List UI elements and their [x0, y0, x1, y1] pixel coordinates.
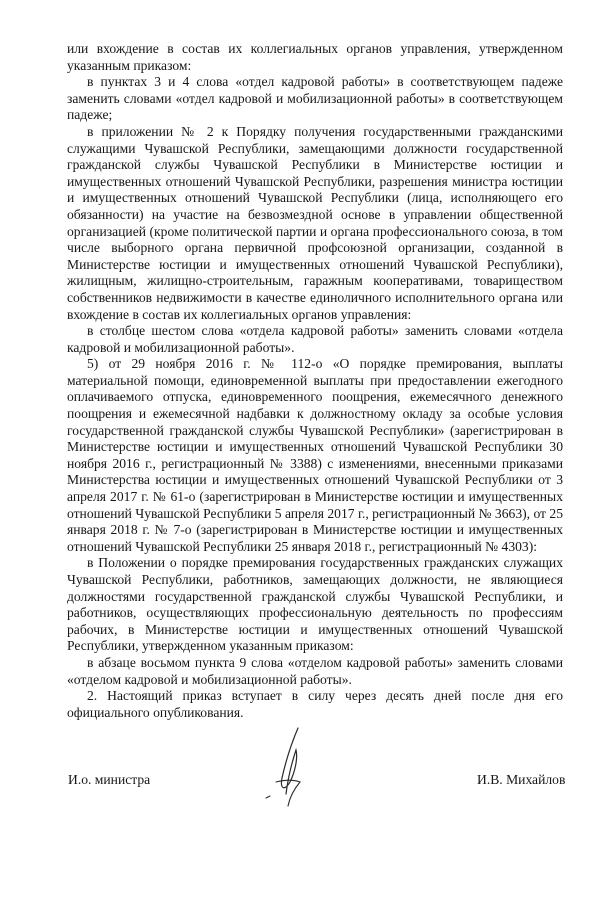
- handwritten-signature: [262, 722, 322, 818]
- signatory-position: И.о. министра: [68, 772, 151, 787]
- paragraph-continuation: или вхождение в состав их коллегиальных органов управления, утвержденном указанным приказом:: [67, 41, 563, 73]
- signatory-name: И.В. Михайлов: [477, 772, 566, 787]
- paragraph-column-six: в столбце шестом слова «отдела кадровой работы» заменить словами «отдела кадровой и мобилизационной работы».: [67, 323, 563, 355]
- paragraph-regulation: в Положении о порядке премирования государственных гражданских служащих Чувашской Республики, работников, замещающих должности, не являющиеся должностями государственной гражданской службы Чувашской Республики, и работников, осуществляющих профессиональную деятельность по профессиям рабочих, в Министерстве юстиции и имущественных отношений Чувашской Республики, утвержденном указанным приказом:: [67, 555, 563, 654]
- paragraph-item-5: 5) от 29 ноября 2016 г. № 112-о «О порядке премирования, выплаты материальной помощи, единовременной выплаты при предоставлении ежегодного оплачиваемого отпуска, единовременного поощрения, ежемесячного денежного поощрения и ежемесячной надбавки к должностному окладу за особые условия государственной гражданской службы Чувашской Республики» (зарегистрирован в Министерстве юстиции и имущественных отношений Чувашской Республики 30 ноября 2016 г., регистрационный № 3388) с изменениями, внесенными приказами Министерства юстиции и имущественных отношений Чувашской Республики от 3 апреля 2017 г. № 61-о (зарегистрирован в Министерстве юстиции и имущественных отношений Чувашской Республики 5 апреля 2017 г., регистрационный № 3663), от 25 января 2018 г. № 7-о (зарегистрирован в Министерстве юстиции и имущественных отношений Чувашской Республики 25 января 2018 г., регистрационный № 4303):: [67, 356, 563, 554]
- document-body: [67, 41, 563, 721]
- paragraph-point-9: в абзаце восьмом пункта 9 слова «отделом кадровой работы» заменить словами «отделом кадровой и мобилизационной работы».: [67, 654, 563, 687]
- paragraph-appendix-2: в приложении № 2 к Порядку получения государственными гражданскими служащими Чувашской Республики, замещающими должности государственной гражданской службы Чувашской Республики в Министерстве юстиции и имущественных отношений Чувашской Республики, разрешения министра юстиции и имущественных отношений Чувашской Республики (лица, исполняющего его обязанности) на участие на безвозмездной основе в управлении общественной организацией (кроме политической партии и органа профессионального союза, в том числе выборного органа первичной профсоюзной организации, созданной в Министерстве юстиции и имущественных отношений Чувашской Республики), жилищным, жилищно-строительным, гаражным кооперативами, товариществом собственников недвижимости в качестве единоличного исполнительного органа или вхождение в состав их коллегиальных органов управления:: [67, 123, 563, 322]
- paragraph-effective-date: 2. Настоящий приказ вступает в силу через десять дней после дня его официального опубликования.: [67, 688, 563, 720]
- paragraph-replace-points-3-4: в пунктах 3 и 4 слова «отдел кадровой работы» в соответствующем падеже заменить словами «отдел кадровой и мобилизационной работы» в соответствующем падеже;: [67, 74, 563, 123]
